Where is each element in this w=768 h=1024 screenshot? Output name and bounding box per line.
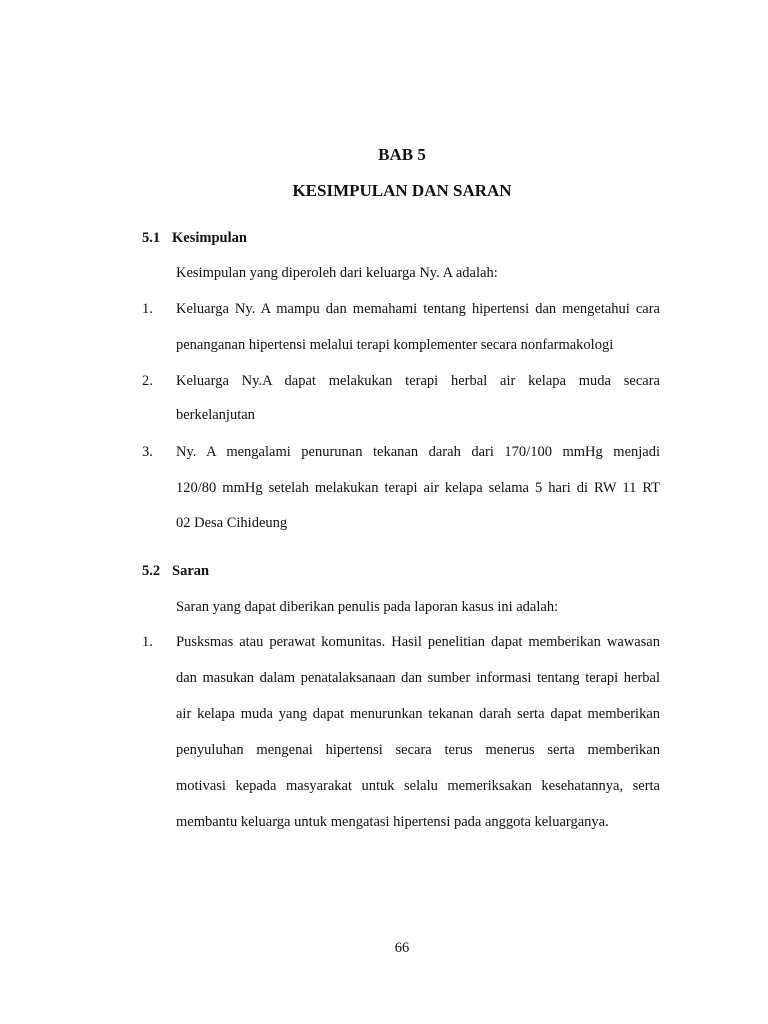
list-item-line: berkelanjutan: [176, 407, 255, 423]
list-marker: 2.: [142, 373, 153, 389]
list-item-line: 02 Desa Cihideung: [176, 515, 288, 531]
section-number: 5.2: [142, 563, 161, 579]
section-intro: Kesimpulan yang diperoleh dari keluarga Ny. A adalah:: [176, 265, 498, 281]
list-item-line: air kelapa muda yang dapat menurunkan tekanan darah serta dapat memberikan: [176, 706, 660, 722]
chapter-title: KESIMPULAN DAN SARAN: [292, 181, 512, 200]
section-number: 5.1: [142, 230, 161, 246]
chapter-number: BAB 5: [378, 145, 426, 164]
list-item-line: Keluarga Ny. A mampu dan memahami tentang hipertensi dan mengetahui cara: [176, 301, 660, 317]
list-item-line: penanganan hipertensi melalui terapi komplementer secara nonfarmakologi: [176, 337, 614, 353]
page-number: 66: [394, 940, 410, 956]
list-item-line: dan masukan dalam penatalaksanaan dan sumber informasi tentang terapi herbal: [176, 670, 660, 686]
list-item-line: Keluarga Ny.A dapat melakukan terapi herbal air kelapa muda secara: [176, 373, 660, 389]
list-item-line: Pusksmas atau perawat komunitas. Hasil penelitian dapat memberikan wawasan: [176, 634, 660, 650]
list-item-line: 120/80 mmHg setelah melakukan terapi air kelapa selama 5 hari di RW 11 RT: [176, 480, 660, 496]
section-heading-kesimpulan: [142, 230, 247, 247]
section-title: Kesimpulan: [172, 230, 247, 246]
list-item-line: membantu keluarga untuk mengatasi hipertensi pada anggota keluarganya.: [176, 814, 609, 830]
list-item-line: Ny. A mengalami penurunan tekanan darah dari 170/100 mmHg menjadi: [176, 444, 660, 460]
section-title: Saran: [172, 563, 210, 579]
list-item-line: penyuluhan mengenai hipertensi secara terus menerus serta memberikan: [176, 742, 660, 758]
list-item-line: motivasi kepada masyarakat untuk selalu memeriksakan kesehatannya, serta: [176, 778, 660, 794]
section-intro: Saran yang dapat diberikan penulis pada laporan kasus ini adalah:: [176, 599, 559, 615]
list-marker: 3.: [142, 444, 153, 460]
list-marker: 1.: [142, 634, 153, 650]
section-heading-saran: [142, 563, 209, 580]
list-marker: 1.: [142, 301, 153, 317]
